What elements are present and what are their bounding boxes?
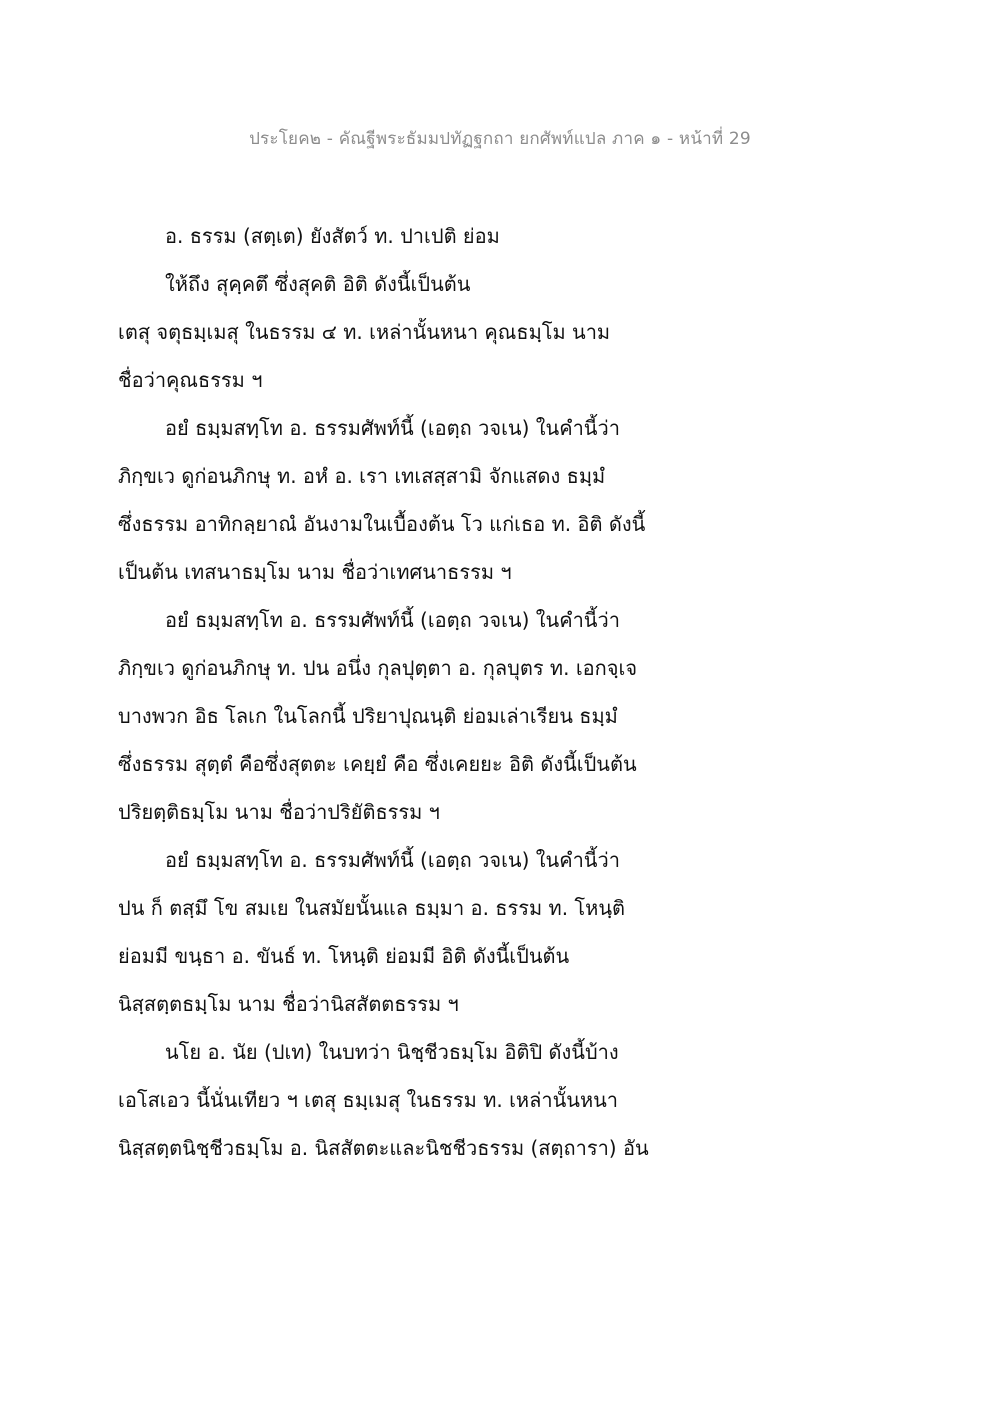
page-header: ประโยค๒ - คัณฐีพระธัมมปทัฏฐกถา ยกศัพท์แปล ภาค ๑ - หน้าที่ 29 bbox=[249, 129, 751, 149]
text-line: ย่อมมี ขนฺธา อ. ขันธ์ ท. โหนฺติ ย่อมมี อิติ ดังนี้เป็นต้น bbox=[118, 944, 570, 968]
text-line: ซึ่งธรรม อาทิกลฺยาณํ อันงามในเบื้องต้น โว แก่เธอ ท. อิติ ดังนี้ bbox=[118, 512, 646, 536]
text-line: นโย อ. นัย (ปเท) ในบทว่า นิชฺชีวธมฺโม อิติปิ ดังนี้บ้าง bbox=[165, 1040, 619, 1064]
text-line: ชื่อว่าคุณธรรม ฯ bbox=[118, 368, 263, 392]
text-line: อยํ ธมฺมสทฺโท อ. ธรรมศัพท์นี้ (เอตฺถ วจเน) ในคำนี้ว่า bbox=[165, 608, 620, 632]
text-line: เป็นต้น เทสนาธมฺโม นาม ชื่อว่าเทศนาธรรม ฯ bbox=[118, 560, 512, 584]
text-line: อยํ ธมฺมสทฺโท อ. ธรรมศัพท์นี้ (เอตฺถ วจเน) ในคำนี้ว่า bbox=[165, 416, 620, 440]
text-line: นิสฺสตฺตธมฺโม นาม ชื่อว่านิสสัตตธรรม ฯ bbox=[118, 992, 459, 1016]
text-line: ภิกฺขเว ดูก่อนภิกษุ ท. อหํ อ. เรา เทเสสฺสามิ จักแสดง ธมฺมํ bbox=[118, 464, 606, 488]
text-line: เอโสเอว นี้นั่นเทียว ฯ เตสุ ธมฺเมสุ ในธรรม ท. เหล่านั้นหนา bbox=[118, 1088, 619, 1112]
text-line: อ. ธรรม (สตฺเต) ยังสัตว์ ท. ปาเปติ ย่อม bbox=[165, 224, 500, 248]
text-line: ปริยตฺติธมฺโม นาม ชื่อว่าปริยัติธรรม ฯ bbox=[118, 800, 440, 824]
body-text bbox=[118, 212, 678, 1172]
text-line: เตสุ จตุธมฺเมสุ ในธรรม ๔ ท. เหล่านั้นหนา คุณธมฺโม นาม bbox=[118, 320, 611, 344]
text-line: ซึ่งธรรม สุตฺตํ คือซึ่งสุตตะ เคยฺยํ คือ ซึ่งเคยยะ อิติ ดังนี้เป็นต้น bbox=[118, 752, 637, 776]
text-line: ภิกฺขเว ดูก่อนภิกษุ ท. ปน อนึ่ง กุลปุตฺตา อ. กุลบุตร ท. เอกจฺเจ bbox=[118, 656, 638, 680]
text-line: อยํ ธมฺมสทฺโท อ. ธรรมศัพท์นี้ (เอตฺถ วจเน) ในคำนี้ว่า bbox=[165, 848, 620, 872]
text-line: ปน ก็ ตสฺมึ โข สมเย ในสมัยนั้นแล ธมฺมา อ. ธรรม ท. โหนฺติ bbox=[118, 896, 626, 920]
text-line: นิสฺสตฺตนิชฺชีวธมฺโม อ. นิสสัตตะและนิชชีวธรรม (สตฺถารา) อัน bbox=[118, 1136, 649, 1160]
text-line: ให้ถึง สุคฺคตึ ซึ่งสุคติ อิติ ดังนี้เป็นต้น bbox=[165, 272, 471, 296]
text-line: บางพวก อิธ โลเก ในโลกนี้ ปริยาปุณนฺติ ย่อมเล่าเรียน ธมฺมํ bbox=[118, 704, 618, 728]
